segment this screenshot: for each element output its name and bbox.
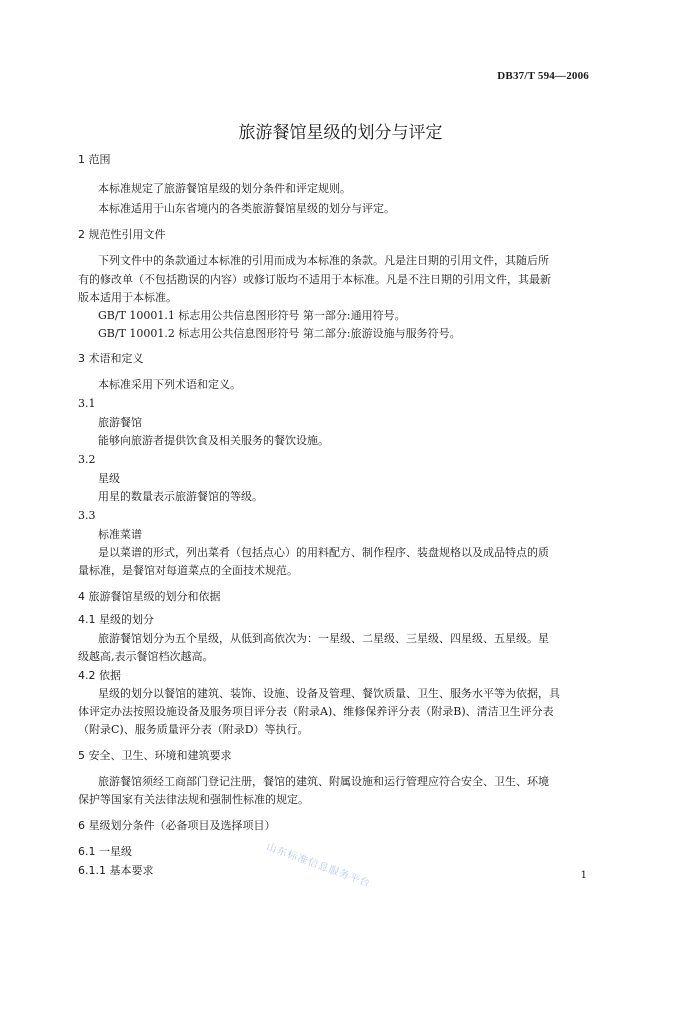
text-line-s1-p1: 本标准规定了旅游餐馆星级的划分条件和评定规则。: [98, 182, 351, 195]
text-line-s6-h: 6 星级划分条件（必备项目及选择项目）: [78, 819, 276, 832]
text-line-s41-p1: 旅游餐馆划分为五个星级，从低到高依次为：一星级、二星级、三星级、四星级、五星级。星: [98, 632, 549, 645]
text-line-s33-t: 标准菜谱: [98, 528, 142, 541]
text-line-s5-h: 5 安全、卫生、环境和建筑要求: [78, 749, 232, 762]
text-line-s1-h: 1 范围: [78, 153, 111, 166]
text-line-s2-h: 2 规范性引用文件: [78, 228, 166, 241]
text-line-s4-h: 4 旅游餐馆星级的划分和依据: [78, 590, 221, 603]
text-line-s31-d: 能够向旅游者提供饮食及相关服务的餐饮设施。: [98, 434, 329, 447]
text-line-s2-p1: 下列文件中的条款通过本标准的引用而成为本标准的条款。凡是注日期的引用文件，其随后所: [98, 254, 549, 267]
text-line-s32-t: 星级: [98, 472, 120, 485]
text-line-s42-h: 4.2 依据: [78, 669, 121, 682]
text-line-s31-t: 旅游餐馆: [98, 416, 142, 429]
text-line-s5-p2: 保护等国家有关法律法规和强制性标准的规定。: [78, 793, 309, 806]
page-title: 旅游餐馆星级的划分与评定: [238, 123, 443, 143]
text-line-s42-p2: 体评定办法按照设施设备及服务项目评分表（附录A)、维修保养评分表（附录B)、清洁卫生评分表: [78, 705, 554, 718]
text-line-s33-n: 3.3: [78, 509, 96, 522]
text-line-s1-p2: 本标准适用于山东省境内的各类旅游餐馆星级的划分与评定。: [98, 202, 395, 215]
text-line-s3-p1: 本标准采用下列术语和定义。: [98, 378, 241, 391]
text-line-s42-p1: 星级的划分以餐馆的建筑、装饰、设施、设备及管理、餐饮质量、卫生、服务水平等为依据，具: [98, 687, 560, 700]
text-line-s33-d1: 是以菜谱的形式，列出菜肴（包括点心）的用料配方、制作程序、装盘规格以及成品特点的质: [98, 546, 549, 559]
text-line-s2-r1: GB/T 10001.1 标志用公共信息图形符号 第一部分:通用符号。: [98, 309, 406, 322]
watermark: 山东标准信息服务平台: [264, 841, 372, 890]
text-line-s61-h: 6.1 一星级: [78, 845, 132, 858]
page-number: 1: [580, 870, 587, 881]
text-line-s33-d2: 量标准，是餐馆对每道菜点的全面技术规范。: [78, 564, 298, 577]
text-line-s41-p2: 级越高,表示餐馆档次越高。: [78, 650, 214, 663]
text-line-s2-p2: 有的修改单（不包括勘误的内容）或修订版均不适用于本标准。凡是不注日期的引用文件，其最新: [78, 273, 551, 286]
text-line-s3-h: 3 术语和定义: [78, 352, 144, 365]
text-line-s2-p3: 版本适用于本标准。: [78, 291, 177, 304]
text-line-s611-h: 6.1.1 基本要求: [78, 864, 154, 877]
text-line-s31-n: 3.1: [78, 397, 96, 410]
text-line-s32-n: 3.2: [78, 453, 96, 466]
text-line-s41-h: 4.1 星级的划分: [78, 613, 154, 626]
text-line-s5-p1: 旅游餐馆须经工商部门登记注册，餐馆的建筑、附属设施和运行管理应符合安全、卫生、环境: [98, 775, 549, 788]
standard-code: DB37/T 594—2006: [497, 70, 589, 82]
text-line-s42-p3: （附录C)、服务质量评分表（附录D）等执行。: [78, 723, 309, 736]
text-line-s32-d: 用星的数量表示旅游餐馆的等级。: [98, 490, 263, 503]
text-line-s2-r2: GB/T 10001.2 标志用公共信息图形符号 第二部分:旅游设施与服务符号。: [98, 327, 461, 340]
